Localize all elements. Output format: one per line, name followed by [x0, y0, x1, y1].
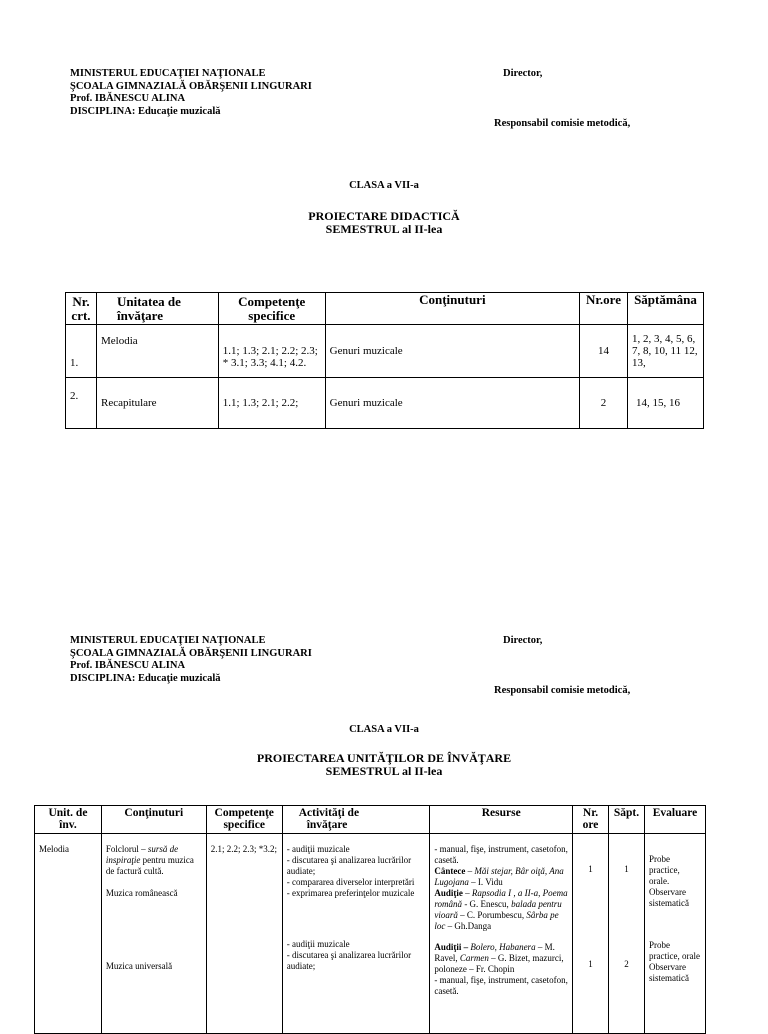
resource-item: - manual, fişe, instrument, casetofon, casetă. — [434, 975, 568, 996]
content-universal-music: Muzica universală — [105, 961, 173, 971]
row-content: Genuri muzicale — [325, 378, 579, 429]
col-unit: Unit. de înv. — [35, 806, 102, 834]
teacher-name: Prof. IBĂNESCU ALINA — [70, 93, 186, 104]
row-hours: 2 — [580, 378, 628, 429]
hours-value: 1 — [588, 864, 593, 874]
col-activities: Activităţi de învăţare — [282, 806, 430, 834]
document-title — [0, 752, 768, 778]
title-line: PROIECTAREA UNITĂŢILOR DE ÎNVĂŢARE — [256, 751, 512, 765]
table-row — [66, 378, 704, 429]
director-label: Director, — [503, 68, 543, 79]
activity-item: - audiţii muzicale — [286, 939, 350, 949]
table-header-row — [35, 806, 706, 834]
activity-item: - audiţii muzicale — [286, 844, 350, 854]
row-hours: 14 — [580, 325, 628, 378]
col-evaluation: Evaluare — [644, 806, 705, 834]
row-unit: Melodia — [35, 834, 102, 1034]
activity-item: - compararea diverselor interpretări — [286, 877, 415, 887]
table-row — [35, 834, 706, 1034]
col-content: Conţinuturi — [325, 293, 579, 325]
responsible-label: Responsabil comisie metodică, — [494, 685, 631, 696]
row-weeks: 1, 2, 3, 4, 5, 6, 7, 8, 10, 11 12, 13, — [627, 325, 703, 378]
col-competences: Competenţe specifice — [206, 806, 282, 834]
row-competences: 1.1; 1.3; 2.1; 2.2; 2.3; * 3.1; 3.3; 4.1; 4.2. — [218, 325, 325, 378]
resource-item: - manual, fişe, instrument, casetofon, casetă. — [434, 844, 568, 865]
resource-item: Audiţii – Bolero, Habanera – M. Ravel, Carmen – G. Bizet, mazurci, poloneze – Fr. Chopin — [434, 942, 564, 974]
row-evaluation — [644, 834, 705, 1034]
row-nr: 2. — [66, 378, 97, 429]
semester-line: SEMESTRUL al II-lea — [325, 222, 443, 236]
col-nr: Nr. crt. — [66, 293, 97, 325]
activity-item: - discutarea şi analizarea lucrărilor audiate; — [286, 855, 412, 876]
teacher-name: Prof. IBĂNESCU ALINA — [70, 660, 186, 671]
document-title — [0, 210, 768, 236]
row-content: Genuri muzicale — [325, 325, 579, 378]
week-value: 1 — [624, 864, 629, 874]
ministry-name: MINISTERUL EDUCAŢIEI NAŢIONALE — [70, 68, 266, 79]
resource-item: Cântece – Măi stejar, Bâr oiţă, Ana Lugojana – I. Vidu — [434, 866, 564, 887]
table-row — [66, 325, 704, 378]
row-competences: 2.1; 2.2; 2.3; *3.2; — [206, 834, 282, 1034]
title-line: PROIECTARE DIDACTICĂ — [308, 209, 460, 223]
week-value: 2 — [624, 959, 629, 969]
col-content: Conţinuturi — [101, 806, 206, 834]
row-nr: 1. — [66, 325, 97, 378]
row-unit: Recapitulare — [96, 378, 218, 429]
header-left-1 — [70, 68, 312, 118]
class-title: CLASA a VII-a — [349, 180, 419, 191]
evaluation-value: Probe practice, orale Observare sistematică — [648, 940, 700, 983]
row-resources — [430, 834, 573, 1034]
col-weeks: Săptămâna — [627, 293, 703, 325]
activity-item: - discutarea şi analizarea lucrărilor audiate; — [286, 950, 412, 971]
row-hours — [573, 834, 609, 1034]
evaluation-value: Probe practice, orale. Observare sistematică — [648, 854, 689, 908]
ministry-name: MINISTERUL EDUCAŢIEI NAŢIONALE — [70, 635, 266, 646]
didactic-table — [65, 292, 704, 429]
row-week — [609, 834, 645, 1034]
discipline-name: DISCIPLINA: Educaţie muzicală — [70, 672, 221, 684]
col-hours: Nr.ore — [580, 293, 628, 325]
row-unit: Melodia — [96, 325, 218, 378]
col-unit: Unitatea de învăţare — [96, 293, 218, 325]
school-name: ŞCOALA GIMNAZIALĂ OBĂRŞENII LINGURARI — [70, 647, 312, 659]
content-romanian-music: Muzica românească — [105, 888, 178, 898]
col-resources: Resurse — [430, 806, 573, 834]
hours-value: 1 — [588, 959, 593, 969]
table-header-row — [66, 293, 704, 325]
col-competences: Competenţe specifice — [218, 293, 325, 325]
class-title: CLASA a VII-a — [349, 724, 419, 735]
col-week: Săpt. — [609, 806, 645, 834]
director-label: Director, — [503, 635, 543, 646]
responsible-label: Responsabil comisie metodică, — [494, 118, 631, 129]
learning-units-table — [34, 805, 706, 1034]
resource-item: Audiţie – Rapsodia I , a II-a, Poema română - G. Enescu, balada pentru vioară – C. Porumbescu, Sârba pe loc – Gh.Danga — [434, 888, 568, 931]
header-left-2 — [70, 635, 312, 685]
row-content — [101, 834, 206, 1034]
col-hours: Nr. ore — [573, 806, 609, 834]
discipline-name: DISCIPLINA: Educaţie muzicală — [70, 105, 221, 117]
row-competences: 1.1; 1.3; 2.1; 2.2; — [218, 378, 325, 429]
content-folklore: Folclorul – sursă de inspiraţie pentru muzica de factură cultă. — [105, 844, 194, 876]
row-activities — [282, 834, 430, 1034]
school-name: ŞCOALA GIMNAZIALĂ OBĂRŞENII LINGURARI — [70, 80, 312, 92]
activity-item: - exprimarea preferinţelor muzicale — [286, 888, 415, 898]
semester-line: SEMESTRUL al II-lea — [325, 764, 443, 778]
row-weeks: 14, 15, 16 — [627, 378, 703, 429]
